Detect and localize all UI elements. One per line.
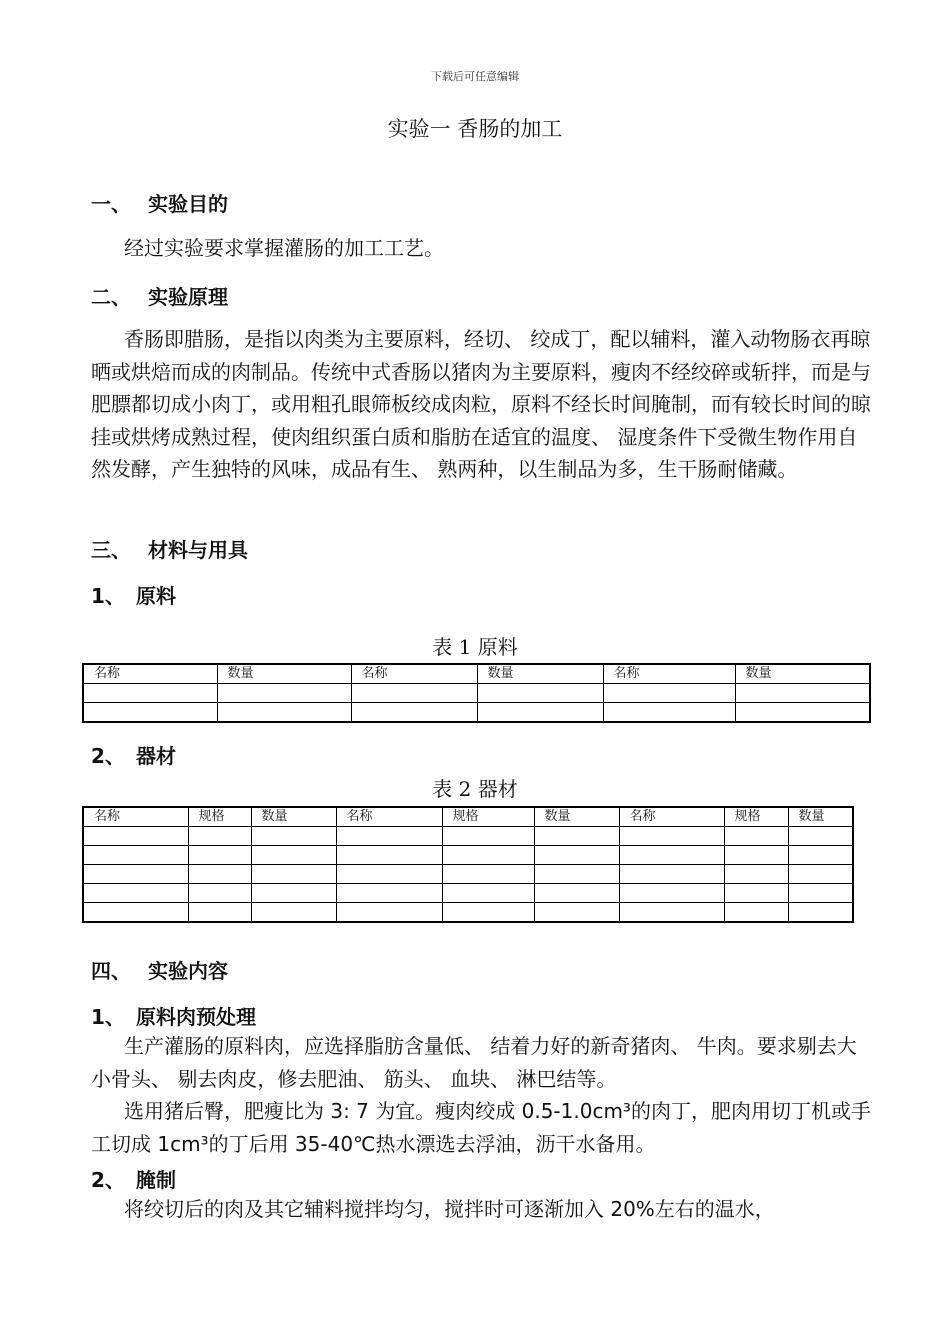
table-cell	[603, 703, 735, 723]
table-cell	[442, 884, 534, 903]
table1-caption	[0, 631, 950, 660]
table-cell	[724, 865, 788, 884]
table-cell	[619, 827, 724, 846]
table-cell	[336, 865, 442, 884]
subsection-title: 腌制	[136, 1168, 176, 1192]
equipment-table	[82, 806, 854, 923]
table-cell	[83, 865, 188, 884]
table-cell	[251, 884, 336, 903]
subsection-title: 原料肉预处理	[136, 1005, 256, 1029]
table-cell	[619, 884, 724, 903]
table-cell	[724, 903, 788, 923]
table-cell	[251, 827, 336, 846]
table-row	[83, 827, 853, 846]
table-cell	[251, 865, 336, 884]
table-cell	[442, 903, 534, 923]
table-header-cell: 名称	[351, 664, 477, 684]
table-cell	[724, 827, 788, 846]
table-cell	[619, 865, 724, 884]
table-cell	[251, 846, 336, 865]
table-header-cell: 数量	[788, 807, 853, 827]
table-header-cell: 规格	[724, 807, 788, 827]
table-cell	[83, 684, 217, 703]
principle-paragraph: 香肠即腊肠，是指以肉类为主要原料，经切、 绞成丁，配以辅料，灌入动物肠衣再晾晒或烘焙而成的肉制品。传统中式香肠以猪肉为主要原料，瘦肉不经绞碎或斩拌，而是与肥膘都切成小肉丁，或用粗孔眼筛板绞成肉粒，原料不经长时间腌制，而有较长时间的晾挂或烘烤成熟过程，使肉组织蛋白质和脂肪在适宜的温度、 湿度条件下受微生物作用自然发酵，产生独特的风味，成品有生、 熟两种，以生制品为多，生干肠耐储藏。	[91, 327, 871, 482]
table-cell	[188, 884, 251, 903]
table-header-cell: 规格	[188, 807, 251, 827]
section-heading-principle	[91, 281, 228, 310]
table2-caption	[0, 773, 950, 802]
table-row	[83, 903, 853, 923]
table-cell	[788, 846, 853, 865]
table1-caption-text: 原料	[477, 635, 518, 659]
table-cell	[619, 903, 724, 923]
table-cell	[217, 684, 351, 703]
table-cell	[251, 903, 336, 923]
subsection-number: 1、	[91, 1005, 125, 1029]
table-header-cell: 名称	[83, 807, 188, 827]
table-header-cell: 数量	[735, 664, 870, 684]
table1-caption-number: 表 1	[432, 635, 472, 659]
subsection-heading-curing	[91, 1164, 176, 1193]
section-heading-materials	[91, 534, 248, 563]
table-cell	[619, 846, 724, 865]
table-cell	[788, 884, 853, 903]
table-cell	[442, 827, 534, 846]
table-cell	[534, 846, 619, 865]
table2-caption-number: 表 2	[432, 777, 472, 801]
table-cell	[477, 703, 603, 723]
table-row	[83, 884, 853, 903]
subsection-number: 2、	[91, 1168, 125, 1192]
table-row	[83, 846, 853, 865]
table-cell	[188, 846, 251, 865]
table2-caption-text: 器材	[477, 777, 518, 801]
table-cell	[188, 865, 251, 884]
table-header-cell: 数量	[477, 664, 603, 684]
table-cell	[336, 903, 442, 923]
table-cell	[336, 846, 442, 865]
table-cell	[83, 903, 188, 923]
section-number: 二、	[91, 285, 131, 309]
subsection-number: 2、	[91, 744, 125, 768]
table-cell	[336, 884, 442, 903]
section-heading-purpose	[91, 188, 228, 217]
page-title: 实验一 香肠的加工	[387, 117, 563, 141]
table-cell	[534, 827, 619, 846]
subsection-title: 器材	[136, 744, 176, 768]
table-cell	[477, 684, 603, 703]
table-cell	[217, 703, 351, 723]
table-cell	[442, 846, 534, 865]
table-cell	[188, 827, 251, 846]
table-cell	[83, 884, 188, 903]
table-header-row	[83, 664, 870, 684]
subsection-heading-equipment	[91, 740, 176, 769]
section-number: 一、	[91, 192, 131, 216]
table-cell	[442, 865, 534, 884]
curing-paragraph-1: 将绞切后的肉及其它辅料搅拌均匀，搅拌时可逐渐加入 20%左右的温水，	[124, 1197, 775, 1221]
table-cell	[336, 827, 442, 846]
pretreatment-paragraph-1: 生产灌肠的原料肉，应选择脂肪含量低、 结着力好的新奇猪肉、 牛肉。要求剔去大小骨头、 剔去肉皮，修去肥油、 筋头、 血块、 淋巴结等。	[91, 1034, 857, 1091]
subsection-title: 原料	[136, 584, 176, 608]
table-row	[83, 865, 853, 884]
table-header-cell: 名称	[83, 664, 217, 684]
table-header-cell: 数量	[534, 807, 619, 827]
subsection-heading-pretreatment	[91, 1001, 256, 1030]
table-header-cell: 名称	[336, 807, 442, 827]
pretreatment-paragraph-2: 选用猪后臀，肥瘦比为 3: 7 为宜。瘦肉绞成 0.5-1.0cm³的肉丁，肥肉用切丁机或手工切成 1cm³的丁后用 35-40℃热水漂选去浮油，沥干水备用。	[91, 1099, 871, 1156]
table-cell	[351, 684, 477, 703]
table-cell	[735, 703, 870, 723]
table-cell	[83, 846, 188, 865]
table-header-cell: 名称	[603, 664, 735, 684]
section-title: 材料与用具	[148, 538, 248, 562]
subsection-number: 1、	[91, 584, 125, 608]
table-cell	[603, 684, 735, 703]
table-cell	[351, 703, 477, 723]
section-title: 实验原理	[148, 285, 228, 309]
table-cell	[534, 903, 619, 923]
table-row	[83, 703, 870, 723]
raw-materials-table	[82, 663, 871, 723]
section-number: 四、	[91, 959, 131, 983]
section-number: 三、	[91, 538, 131, 562]
table-cell	[534, 865, 619, 884]
table-header-cell: 名称	[619, 807, 724, 827]
table-cell	[724, 884, 788, 903]
table-header-cell: 数量	[251, 807, 336, 827]
table-cell	[83, 703, 217, 723]
table-header-cell: 数量	[217, 664, 351, 684]
table-cell	[788, 903, 853, 923]
section-title: 实验目的	[148, 192, 228, 216]
section-heading-content	[91, 955, 228, 984]
table-cell	[788, 827, 853, 846]
header-note: 下载后可任意编辑	[431, 70, 519, 83]
section-title: 实验内容	[148, 959, 228, 983]
table-cell	[534, 884, 619, 903]
table-cell	[188, 903, 251, 923]
table-cell	[724, 846, 788, 865]
subsection-heading-raw-materials	[91, 580, 176, 609]
table-cell	[735, 684, 870, 703]
table-header-cell: 规格	[442, 807, 534, 827]
table-cell	[788, 865, 853, 884]
table-cell	[83, 827, 188, 846]
purpose-paragraph: 经过实验要求掌握灌肠的加工工艺。	[124, 236, 444, 260]
table-row	[83, 684, 870, 703]
table-header-row	[83, 807, 853, 827]
